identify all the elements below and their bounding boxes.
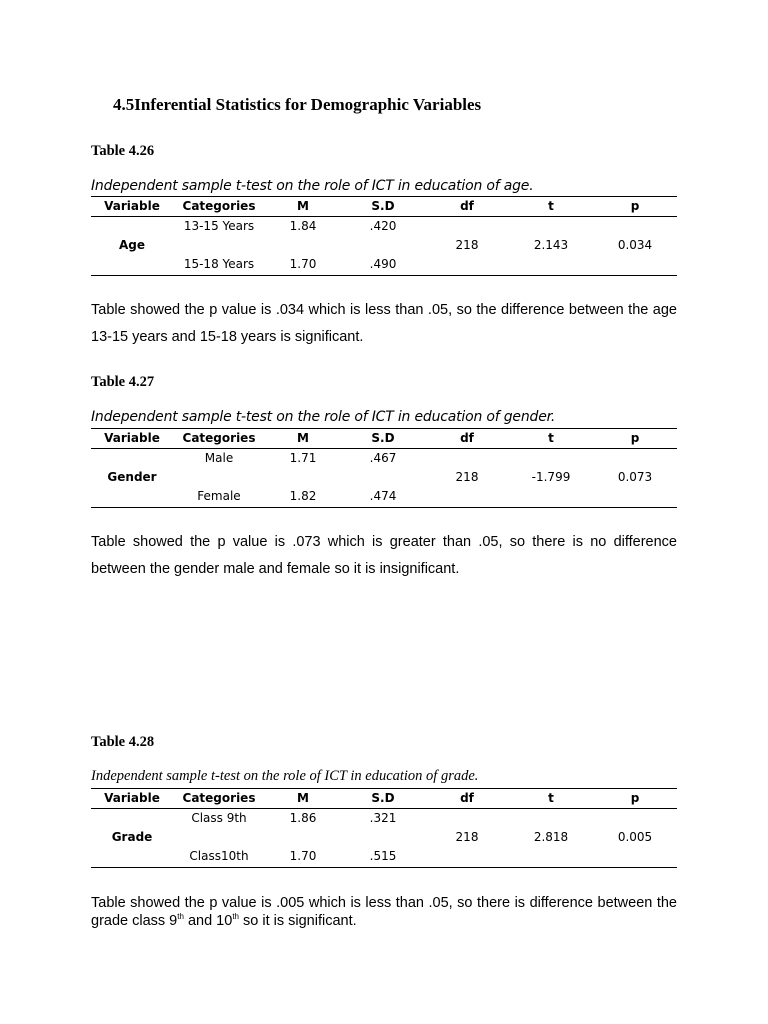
- df-cell: 218: [455, 470, 479, 484]
- table-label-4-28: Table 4.28: [91, 734, 155, 750]
- header-m: M: [297, 431, 309, 445]
- paragraph-gender-result: Table showed the p value is .073 which is greater than .05, so there is no difference between the gender male and female so it is insignificant.: [91, 534, 677, 577]
- table-label-4-26: Table 4.26: [91, 143, 155, 159]
- t-cell: 2.143: [533, 238, 569, 252]
- header-rule: [91, 808, 677, 809]
- header-categories: Categories: [182, 791, 256, 805]
- sd-cell: .490: [369, 257, 397, 271]
- variable-cell: Gender: [107, 470, 157, 484]
- header-t: t: [548, 431, 554, 445]
- header-p: p: [630, 199, 640, 213]
- table-label-4-27: Table 4.27: [91, 374, 155, 390]
- paragraph-age-result: Table showed the p value is .034 which is less than .05, so the difference between the age 13-15 years and 15-18 years is significant.: [91, 302, 677, 345]
- header-sd: S.D: [371, 791, 395, 805]
- header-t: t: [548, 791, 554, 805]
- header-p: p: [630, 791, 640, 805]
- t-cell: -1.799: [531, 470, 571, 484]
- category-cell: Female: [197, 489, 241, 503]
- header-variable: Variable: [104, 431, 160, 445]
- header-rule: [91, 448, 677, 449]
- table-caption-4-26: Independent sample t-test on the role of ICT in education of age.: [91, 178, 534, 194]
- p-cell: 0.073: [617, 470, 653, 484]
- t-cell: 2.818: [533, 830, 569, 844]
- header-df: df: [460, 791, 474, 805]
- paragraph-grade-text-c: so it is significant.: [238, 913, 357, 929]
- table-caption-4-28: Independent sample t-test on the role of ICT in education of grade.: [91, 768, 479, 784]
- df-cell: 218: [455, 238, 479, 252]
- header-variable: Variable: [104, 791, 160, 805]
- mean-cell: 1.82: [289, 489, 317, 503]
- category-cell: Class 9th: [191, 811, 247, 825]
- mean-cell: 1.71: [289, 451, 317, 465]
- t-test-table-age: [91, 196, 677, 276]
- header-t: t: [548, 199, 554, 213]
- t-test-table-gender: [91, 428, 677, 508]
- header-df: df: [460, 431, 474, 445]
- sd-cell: .474: [369, 489, 397, 503]
- mean-cell: 1.86: [289, 811, 317, 825]
- sd-cell: .467: [369, 451, 397, 465]
- p-cell: 0.034: [617, 238, 653, 252]
- df-cell: 218: [455, 830, 479, 844]
- header-sd: S.D: [371, 199, 395, 213]
- header-df: df: [460, 199, 474, 213]
- superscript-th: th: [232, 912, 239, 922]
- header-m: M: [297, 791, 309, 805]
- header-m: M: [297, 199, 309, 213]
- t-test-table-grade: [91, 788, 677, 868]
- table-caption-4-27: Independent sample t-test on the role of ICT in education of gender.: [91, 409, 556, 425]
- paragraph-grade-text-a: Table showed the p value is .005 which is less than .05, so there is difference between the grade class 9: [91, 895, 677, 929]
- header-sd: S.D: [371, 431, 395, 445]
- header-p: p: [630, 431, 640, 445]
- header-rule: [91, 216, 677, 217]
- sd-cell: .321: [369, 811, 397, 825]
- p-cell: 0.005: [617, 830, 653, 844]
- header-categories: Categories: [182, 199, 256, 213]
- category-cell: 13-15 Years: [183, 219, 255, 233]
- superscript-th: th: [177, 912, 184, 922]
- category-cell: Class10th: [189, 849, 249, 863]
- sd-cell: .515: [369, 849, 397, 863]
- mean-cell: 1.70: [289, 257, 317, 271]
- sd-cell: .420: [369, 219, 397, 233]
- variable-cell: Grade: [111, 830, 153, 844]
- variable-cell: Age: [118, 238, 146, 252]
- header-categories: Categories: [182, 431, 256, 445]
- mean-cell: 1.70: [289, 849, 317, 863]
- category-cell: Male: [204, 451, 234, 465]
- paragraph-grade-text-b: and 10: [183, 913, 233, 929]
- category-cell: 15-18 Years: [183, 257, 255, 271]
- header-variable: Variable: [104, 199, 160, 213]
- paragraph-grade-result: [91, 894, 677, 930]
- section-heading: 4.5Inferential Statistics for Demographic Variables: [113, 95, 482, 114]
- mean-cell: 1.84: [289, 219, 317, 233]
